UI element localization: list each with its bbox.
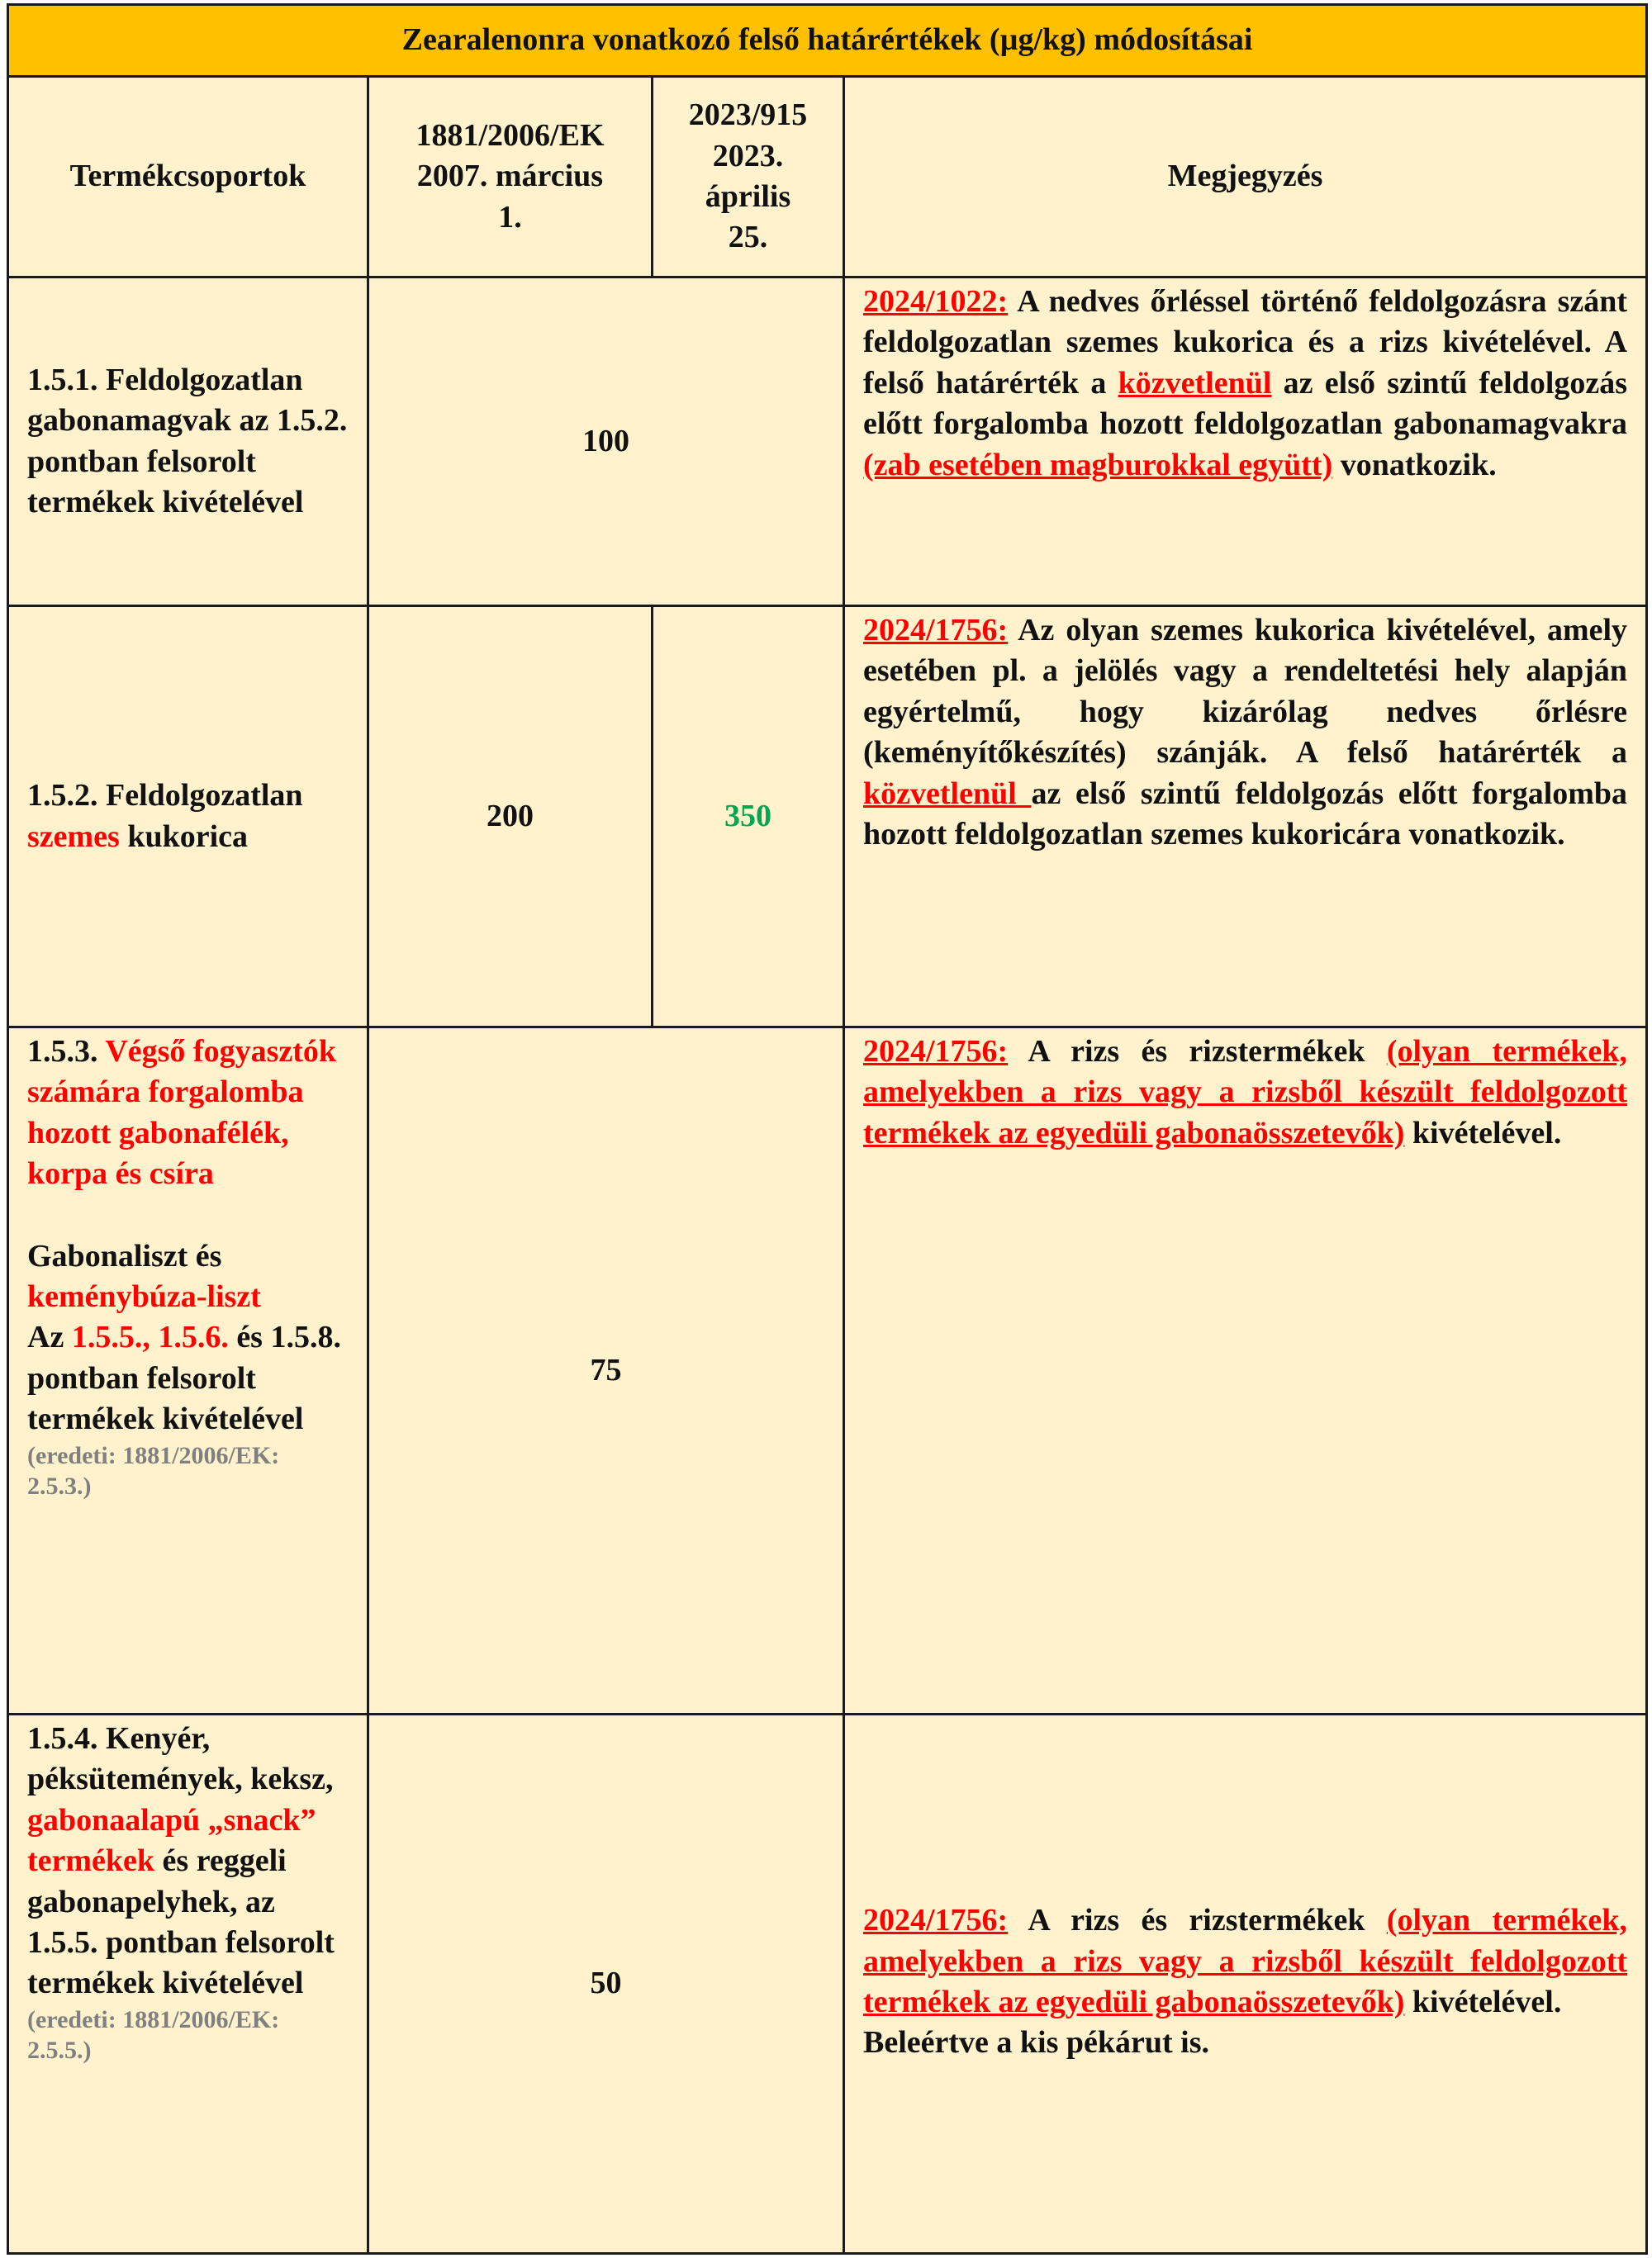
note-reference: 2024/1756: — [863, 1903, 1009, 1938]
note-highlight: közvetlenül — [1118, 365, 1272, 401]
note-cell — [844, 606, 1647, 1027]
note-cell — [844, 1027, 1647, 1715]
note-reference: 2024/1022: — [863, 284, 1009, 319]
product-text: és 1.5.8. pontban felsorolt termékek kivételével — [27, 1320, 341, 1437]
product-main — [27, 1719, 349, 2004]
note-text: vonatkozik. — [1332, 447, 1497, 482]
product-exception — [27, 1317, 349, 1440]
header-reg2-number: 2023/915 — [688, 97, 808, 133]
product-text: 1.5.2. Feldolgozatlan — [27, 778, 303, 814]
note-text: A rizs és rizstermékek — [1008, 1034, 1387, 1069]
note-highlight: (olyan termékek, amelyekben a rizs vagy a rizsből készült feldolgozott termékek az egyedüli gabonaösszetevők) — [863, 1903, 1628, 2019]
regulation-table-document — [7, 3, 1645, 2255]
table-header-row — [8, 77, 1647, 278]
header-reg1-number: 1881/2006/EK — [415, 117, 605, 153]
product-highlight: 1.5.5., 1.5.6. — [71, 1320, 229, 1355]
note-reference: 2024/1756: — [863, 613, 1009, 648]
product-sub — [27, 1236, 349, 1318]
table-row — [8, 278, 1647, 606]
product-text: és reggeli gabonapelyhek, az 1.5.5. pontban felsorolt termékek kivételével — [27, 1843, 335, 2001]
product-text: kukorica — [119, 818, 249, 854]
product-highlight: gabonaalapú „snack” termékek — [27, 1802, 316, 1879]
product-text: 1.5.1. Feldolgozatlan gabonamagvak az 1.5.2. pontban felsorolt termékek kivételével — [27, 362, 348, 519]
table-title-row — [8, 5, 1647, 77]
note-text: az első szintű feldolgozás előtt forgalomba hozott feldolgozatlan gabonamagvakra — [863, 365, 1628, 442]
note-text: kivételével. — [1404, 1985, 1562, 2019]
product-cell — [8, 278, 368, 606]
header-reg2-day: 25. — [728, 220, 768, 255]
note-highlight: (zab esetében magburokkal együtt) — [863, 447, 1333, 482]
product-highlight: szemes — [27, 818, 120, 854]
header-regulation-2023 — [653, 77, 844, 278]
note-text: A rizs és rizstermékek — [1008, 1903, 1387, 1938]
note-text: kivételével. — [1404, 1115, 1562, 1150]
limit-value-cell: 75 — [368, 1027, 844, 1715]
limit-value-cell: 50 — [368, 1715, 844, 2254]
product-number: 1.5.3. — [27, 1034, 106, 1069]
table-row — [8, 1027, 1647, 1715]
product-main — [27, 1032, 349, 1195]
note-text: Az olyan szemes kukorica kivételével, amely esetében pl. a jelölés vagy a rendeltetési hely alapján egyértelmű, hogy kizárólag nedves őrlésre (keményítőkészítés) szánják. A felső határérték a — [863, 613, 1628, 771]
product-highlight: Végső fogyasztók számára forgalomba hozott gabonafélék, korpa és csíra — [27, 1034, 337, 1192]
product-cell — [8, 606, 368, 1027]
header-note: Megjegyzés — [844, 77, 1647, 278]
limit-value-cell: 100 — [368, 278, 844, 606]
product-highlight: keménybúza-liszt — [27, 1278, 261, 1314]
product-cell — [8, 1715, 368, 2254]
note-highlight: közvetlenül — [863, 776, 1032, 811]
product-cell — [8, 1027, 368, 1715]
note-cell — [844, 1715, 1647, 2254]
note-highlight: (olyan termékek, amelyekben a rizs vagy a rizsből készült feldolgozott termékek az egyedüli gabonaösszetevők) — [863, 1034, 1628, 1150]
original-reference: (eredeti: 1881/2006/EK: 2.5.3.) — [27, 1441, 280, 1501]
header-reg1-date: 2007. március — [416, 159, 604, 194]
product-text: 1.5.4. Kenyér, péksütemények, keksz, — [27, 1721, 334, 1797]
note-text: az első szintű feldolgozás előtt forgalomba hozott feldolgozatlan szemes kukoricára vonatkozik. — [863, 776, 1628, 851]
table-row — [8, 606, 1647, 1027]
product-text: Az — [27, 1320, 72, 1355]
note-cell — [844, 278, 1647, 606]
table-row — [8, 1715, 1647, 2254]
header-products: Termékcsoportok — [8, 77, 368, 278]
table-title: Zearalenonra vonatkozó felső határértékek (µg/kg) módosításai — [8, 5, 1647, 77]
limit-value-new-cell: 350 — [653, 606, 844, 1027]
zearalenone-limits-table — [7, 3, 1648, 2255]
header-regulation-1881 — [368, 77, 653, 278]
header-reg1-day: 1. — [498, 199, 522, 235]
note-reference: 2024/1756: — [863, 1034, 1009, 1069]
note-extra: Beleértve a kis pékárut is. — [863, 2025, 1210, 2061]
limit-value-old-cell: 200 — [368, 606, 653, 1027]
product-text: Gabonaliszt és — [27, 1238, 222, 1274]
original-reference: (eredeti: 1881/2006/EK: 2.5.5.) — [27, 2005, 280, 2065]
header-reg2-year: 2023. — [712, 138, 784, 173]
header-reg2-month: április — [705, 179, 791, 214]
note-paragraph — [863, 1900, 1627, 2023]
note-text: A nedves őrléssel történő feldolgozásra szánt feldolgozatlan szemes kukorica és a rizs kivételével. A felső határérték a — [863, 284, 1628, 401]
